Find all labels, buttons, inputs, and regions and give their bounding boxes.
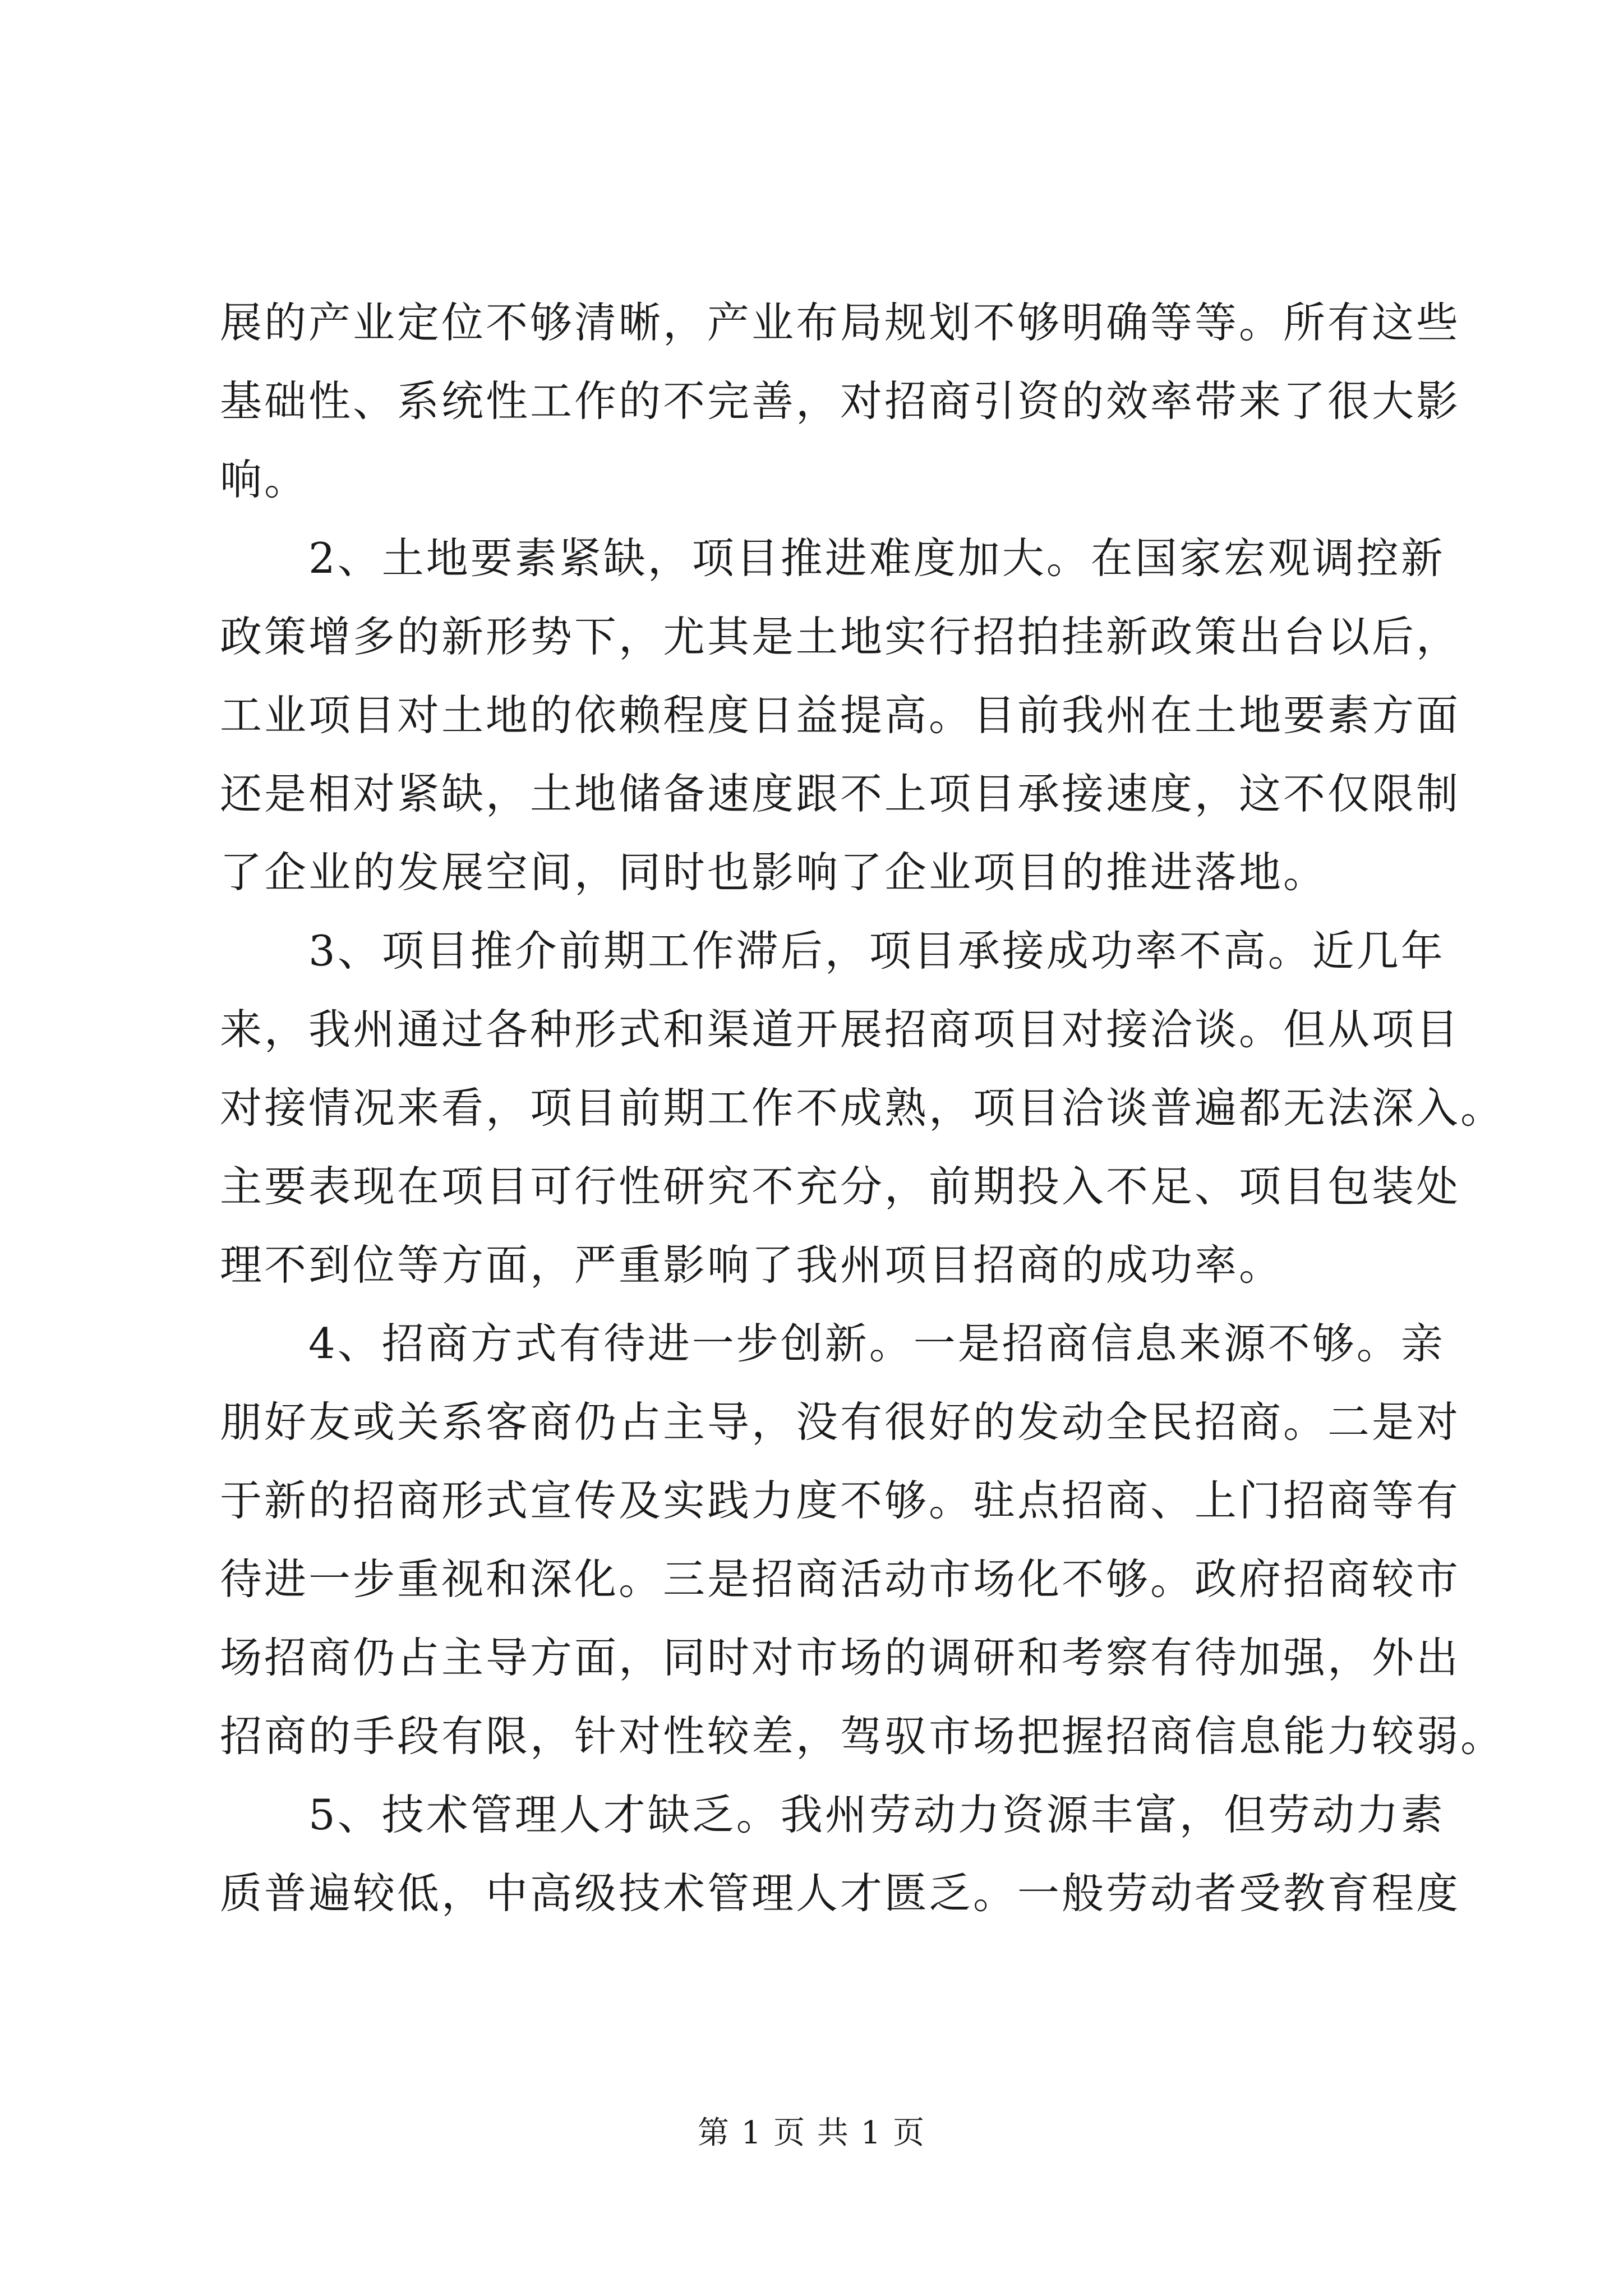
document-body [220, 283, 1505, 1932]
text-line: 了企业的发展空间，同时也影响了企业项目的推进落地。 [220, 848, 1328, 897]
text-line: 主要表现在项目可行性研究不充分，前期投入不足、项目包装处 [220, 1162, 1461, 1211]
text-line: 5、技术管理人才缺乏。我州劳动力资源丰富，但劳动力素 [220, 1790, 1445, 1839]
text-line: 还是相对紧缺，土地储备速度跟不上项目承接速度，这不仅限制 [220, 769, 1461, 818]
text-line: 工业项目对土地的依赖程度日益提高。目前我州在土地要素方面 [220, 691, 1461, 740]
text-line: 来，我州通过各种形式和渠道开展招商项目对接洽谈。但从项目 [220, 1005, 1461, 1054]
text-line: 理不到位等方面，严重影响了我州项目招商的成功率。 [220, 1240, 1284, 1290]
text-line: 招商的手段有限，针对性较差，驾驭市场把握招商信息能力较弱。 [220, 1711, 1505, 1761]
text-line: 展的产业定位不够清晰，产业布局规划不够明确等等。所有这些 [220, 298, 1461, 347]
text-line: 对接情况来看，项目前期工作不成熟，项目洽谈普遍都无法深入。 [220, 1083, 1505, 1133]
text-line: 于新的招商形式宣传及实践力度不够。驻点招商、上门招商等有 [220, 1476, 1461, 1525]
text-line: 待进一步重视和深化。三是招商活动市场化不够。政府招商较市 [220, 1554, 1461, 1604]
page-footer: 第 1 页 共 1 页 [697, 2115, 926, 2151]
text-line: 基础性、系统性工作的不完善，对招商引资的效率带来了很大影 [220, 376, 1461, 426]
text-line: 场招商仍占主导方面，同时对市场的调研和考察有待加强，外出 [220, 1633, 1461, 1682]
text-line: 质普遍较低，中高级技术管理人才匮乏。一般劳动者受教育程度 [220, 1869, 1461, 1918]
text-line: 4、招商方式有待进一步创新。一是招商信息来源不够。亲 [220, 1319, 1445, 1368]
text-line: 2、土地要素紧缺，项目推进难度加大。在国家宏观调控新 [220, 533, 1445, 583]
text-line: 政策增多的新形势下，尤其是土地实行招拍挂新政策出台以后， [220, 612, 1461, 661]
text-line: 3、项目推介前期工作滞后，项目承接成功率不高。近几年 [220, 926, 1445, 976]
text-line: 朋好友或关系客商仍占主导，没有很好的发动全民招商。二是对 [220, 1397, 1461, 1447]
text-line: 响。 [220, 455, 309, 504]
